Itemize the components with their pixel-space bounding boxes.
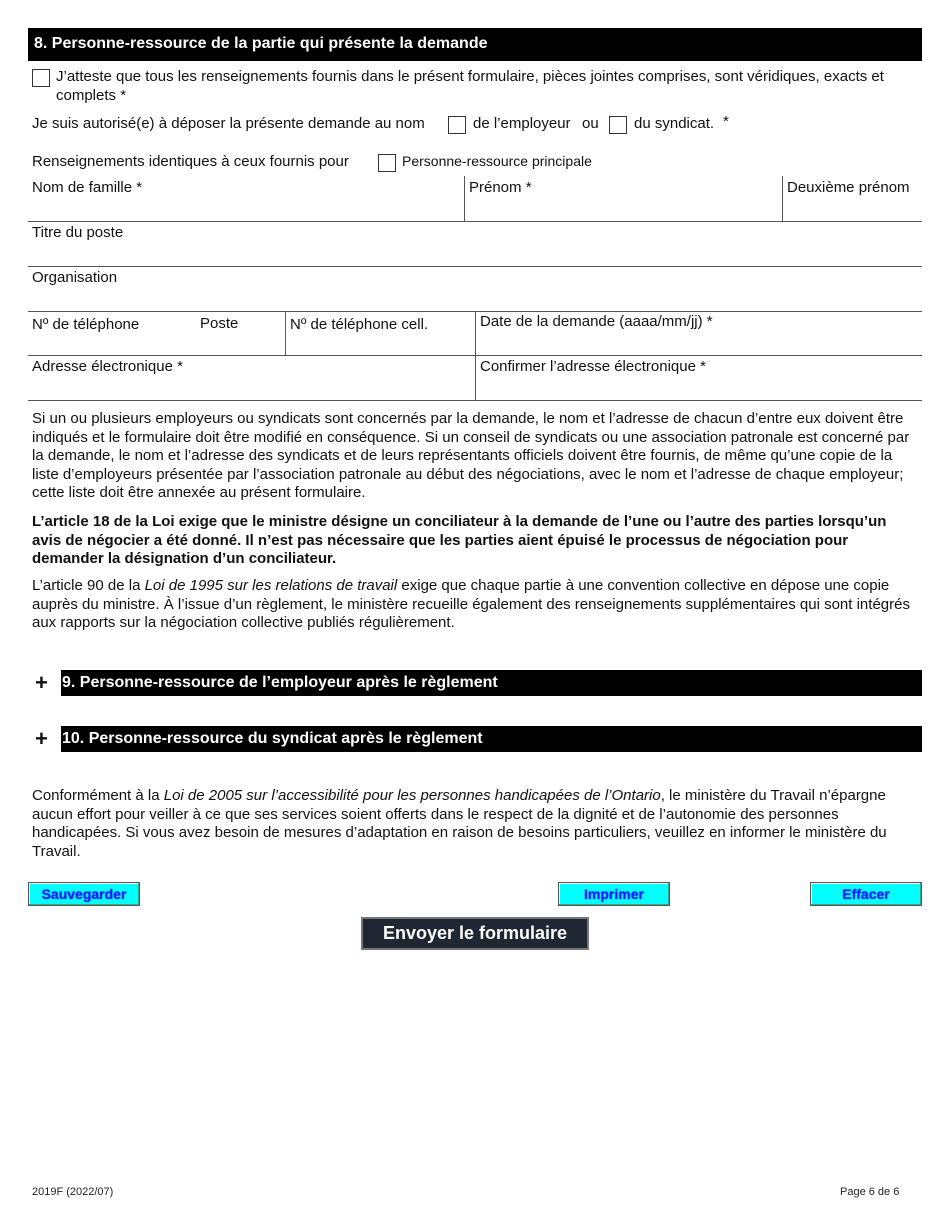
- info-paragraph-employers: Si un ou plusieurs employeurs ou syndicats sont concernés par la demande, le nom et l’adresse de chacun d’entre eux doivent être indiqués et le formulaire doit être modifié en conséquence. Si un conseil de syndicats ou une association patronale est concerné par la demande, le nom et l’adresse des syndicats et de leurs représentants officiels doivent être fournis, de même qu’une copie de la liste d’employeurs présentée par l’association patronale au début des négociations, avec le nom et l’adresse de chaque employeur; cette liste doit être annexée au présent formulaire.: [32, 410, 910, 501]
- phone-input[interactable]: [34, 334, 184, 354]
- submit-form-button[interactable]: Envoyer le formulaire: [361, 917, 589, 950]
- job-title-label: Titre du poste: [32, 224, 124, 241]
- employer-label: de l’employeur: [473, 115, 571, 132]
- section-10-header[interactable]: 10. Personne-ressource du syndicat après le règlement: [61, 726, 922, 752]
- cell-label: Nº de téléphone cell.: [290, 316, 429, 333]
- accessibility-law-title: Loi de 2005 sur l’accessibilité pour les personnes handicapées de l’Ontario: [163, 787, 661, 804]
- first-name-label: Prénom *: [469, 179, 532, 196]
- primary-contact-checkbox[interactable]: [378, 154, 396, 172]
- extension-label: Poste: [200, 315, 239, 332]
- article-90-law-title: Loi de 1995 sur les relations de travail: [144, 577, 398, 594]
- attest-checkbox[interactable]: [32, 69, 50, 87]
- middle-name-input[interactable]: [787, 198, 919, 218]
- divider: [285, 311, 286, 356]
- accessibility-text-after: , le ministère du Travail n’épargne aucun effort pour veiller à ce que ses services soient offerts dans le respect de la dignité et de l’autonomie des personnes handicapées. Si vous avez besoin de mesures d’adaptation en raison de besoins particuliers, veuillez en informer le ministère du Travail.: [32, 787, 887, 860]
- clear-button[interactable]: Effacer: [810, 882, 922, 906]
- organization-input[interactable]: [34, 288, 918, 308]
- info-paragraph-article-90: [32, 577, 912, 633]
- divider: [28, 400, 922, 401]
- authorized-label: Je suis autorisé(e) à déposer la présente demande au nom: [32, 115, 425, 132]
- divider: [28, 221, 922, 222]
- union-required-marker: *: [723, 113, 729, 130]
- union-label: du syndicat.: [634, 115, 715, 132]
- info-paragraph-conciliator: L’article 18 de la Loi exige que le ministre désigne un conciliateur à la demande de l’une ou l’autre des parties lorsqu’un avis de négocier a été donné. Il n’est pas nécessaire que les parties aient épuisé le processus de négociation pour demander la désignation d’un conciliateur.: [32, 513, 887, 567]
- divider: [475, 311, 476, 401]
- print-button[interactable]: Imprimer: [558, 882, 670, 906]
- section-9-header[interactable]: 9. Personne-ressource de l’employeur après le règlement: [61, 670, 922, 696]
- attest-label-line1: J’atteste que tous les renseignements fournis dans le présent formulaire, pièces jointes comprises, sont véridiques, exacts et: [56, 68, 884, 85]
- cell-input[interactable]: [290, 334, 470, 354]
- accessibility-paragraph: [32, 787, 912, 861]
- union-checkbox[interactable]: [609, 116, 627, 134]
- first-name-input[interactable]: [469, 198, 777, 218]
- save-button[interactable]: Sauvegarder: [28, 882, 140, 906]
- confirm-email-input[interactable]: [480, 377, 918, 397]
- email-label: Adresse électronique *: [32, 358, 183, 375]
- organization-label: Organisation: [32, 269, 118, 286]
- job-title-input[interactable]: [34, 243, 918, 263]
- date-input[interactable]: [480, 334, 918, 354]
- phone-label: Nº de téléphone: [32, 316, 140, 333]
- expand-section-10-icon[interactable]: +: [35, 726, 48, 751]
- date-label: Date de la demande (aaaa/mm/jj) *: [480, 313, 713, 330]
- divider: [28, 266, 922, 267]
- identical-label: Renseignements identiques à ceux fournis pour: [32, 153, 349, 170]
- attest-label-line2: complets *: [56, 87, 127, 104]
- section-8-header: 8. Personne-ressource de la partie qui présente la demande: [28, 28, 922, 61]
- employer-checkbox[interactable]: [448, 116, 466, 134]
- divider: [28, 355, 922, 356]
- form-id: 2019F (2022/07): [32, 1186, 114, 1198]
- divider: [464, 176, 465, 221]
- last-name-input[interactable]: [34, 198, 460, 218]
- expand-section-9-icon[interactable]: +: [35, 670, 48, 695]
- divider: [782, 176, 783, 221]
- or-label: ou: [582, 115, 599, 132]
- middle-name-label: Deuxième prénom: [787, 179, 910, 196]
- article-90-text-before: L’article 90 de la: [32, 577, 145, 594]
- last-name-label: Nom de famille *: [32, 179, 143, 196]
- accessibility-text-before: Conformément à la: [32, 787, 164, 804]
- confirm-email-label: Confirmer l’adresse électronique *: [480, 358, 706, 375]
- extension-input[interactable]: [198, 334, 280, 354]
- page-number: Page 6 de 6: [840, 1186, 900, 1198]
- email-input[interactable]: [34, 377, 470, 397]
- article-90-text-after: exige que chaque partie à une convention collective en dépose une copie auprès du ministre. À l’issue d’un règlement, le ministère recueille également des renseignements supplémentaires qui sont intégrés aux rapports sur la négociation collective publiés régulièrement.: [32, 577, 910, 631]
- primary-contact-label: Personne-ressource principale: [402, 153, 592, 169]
